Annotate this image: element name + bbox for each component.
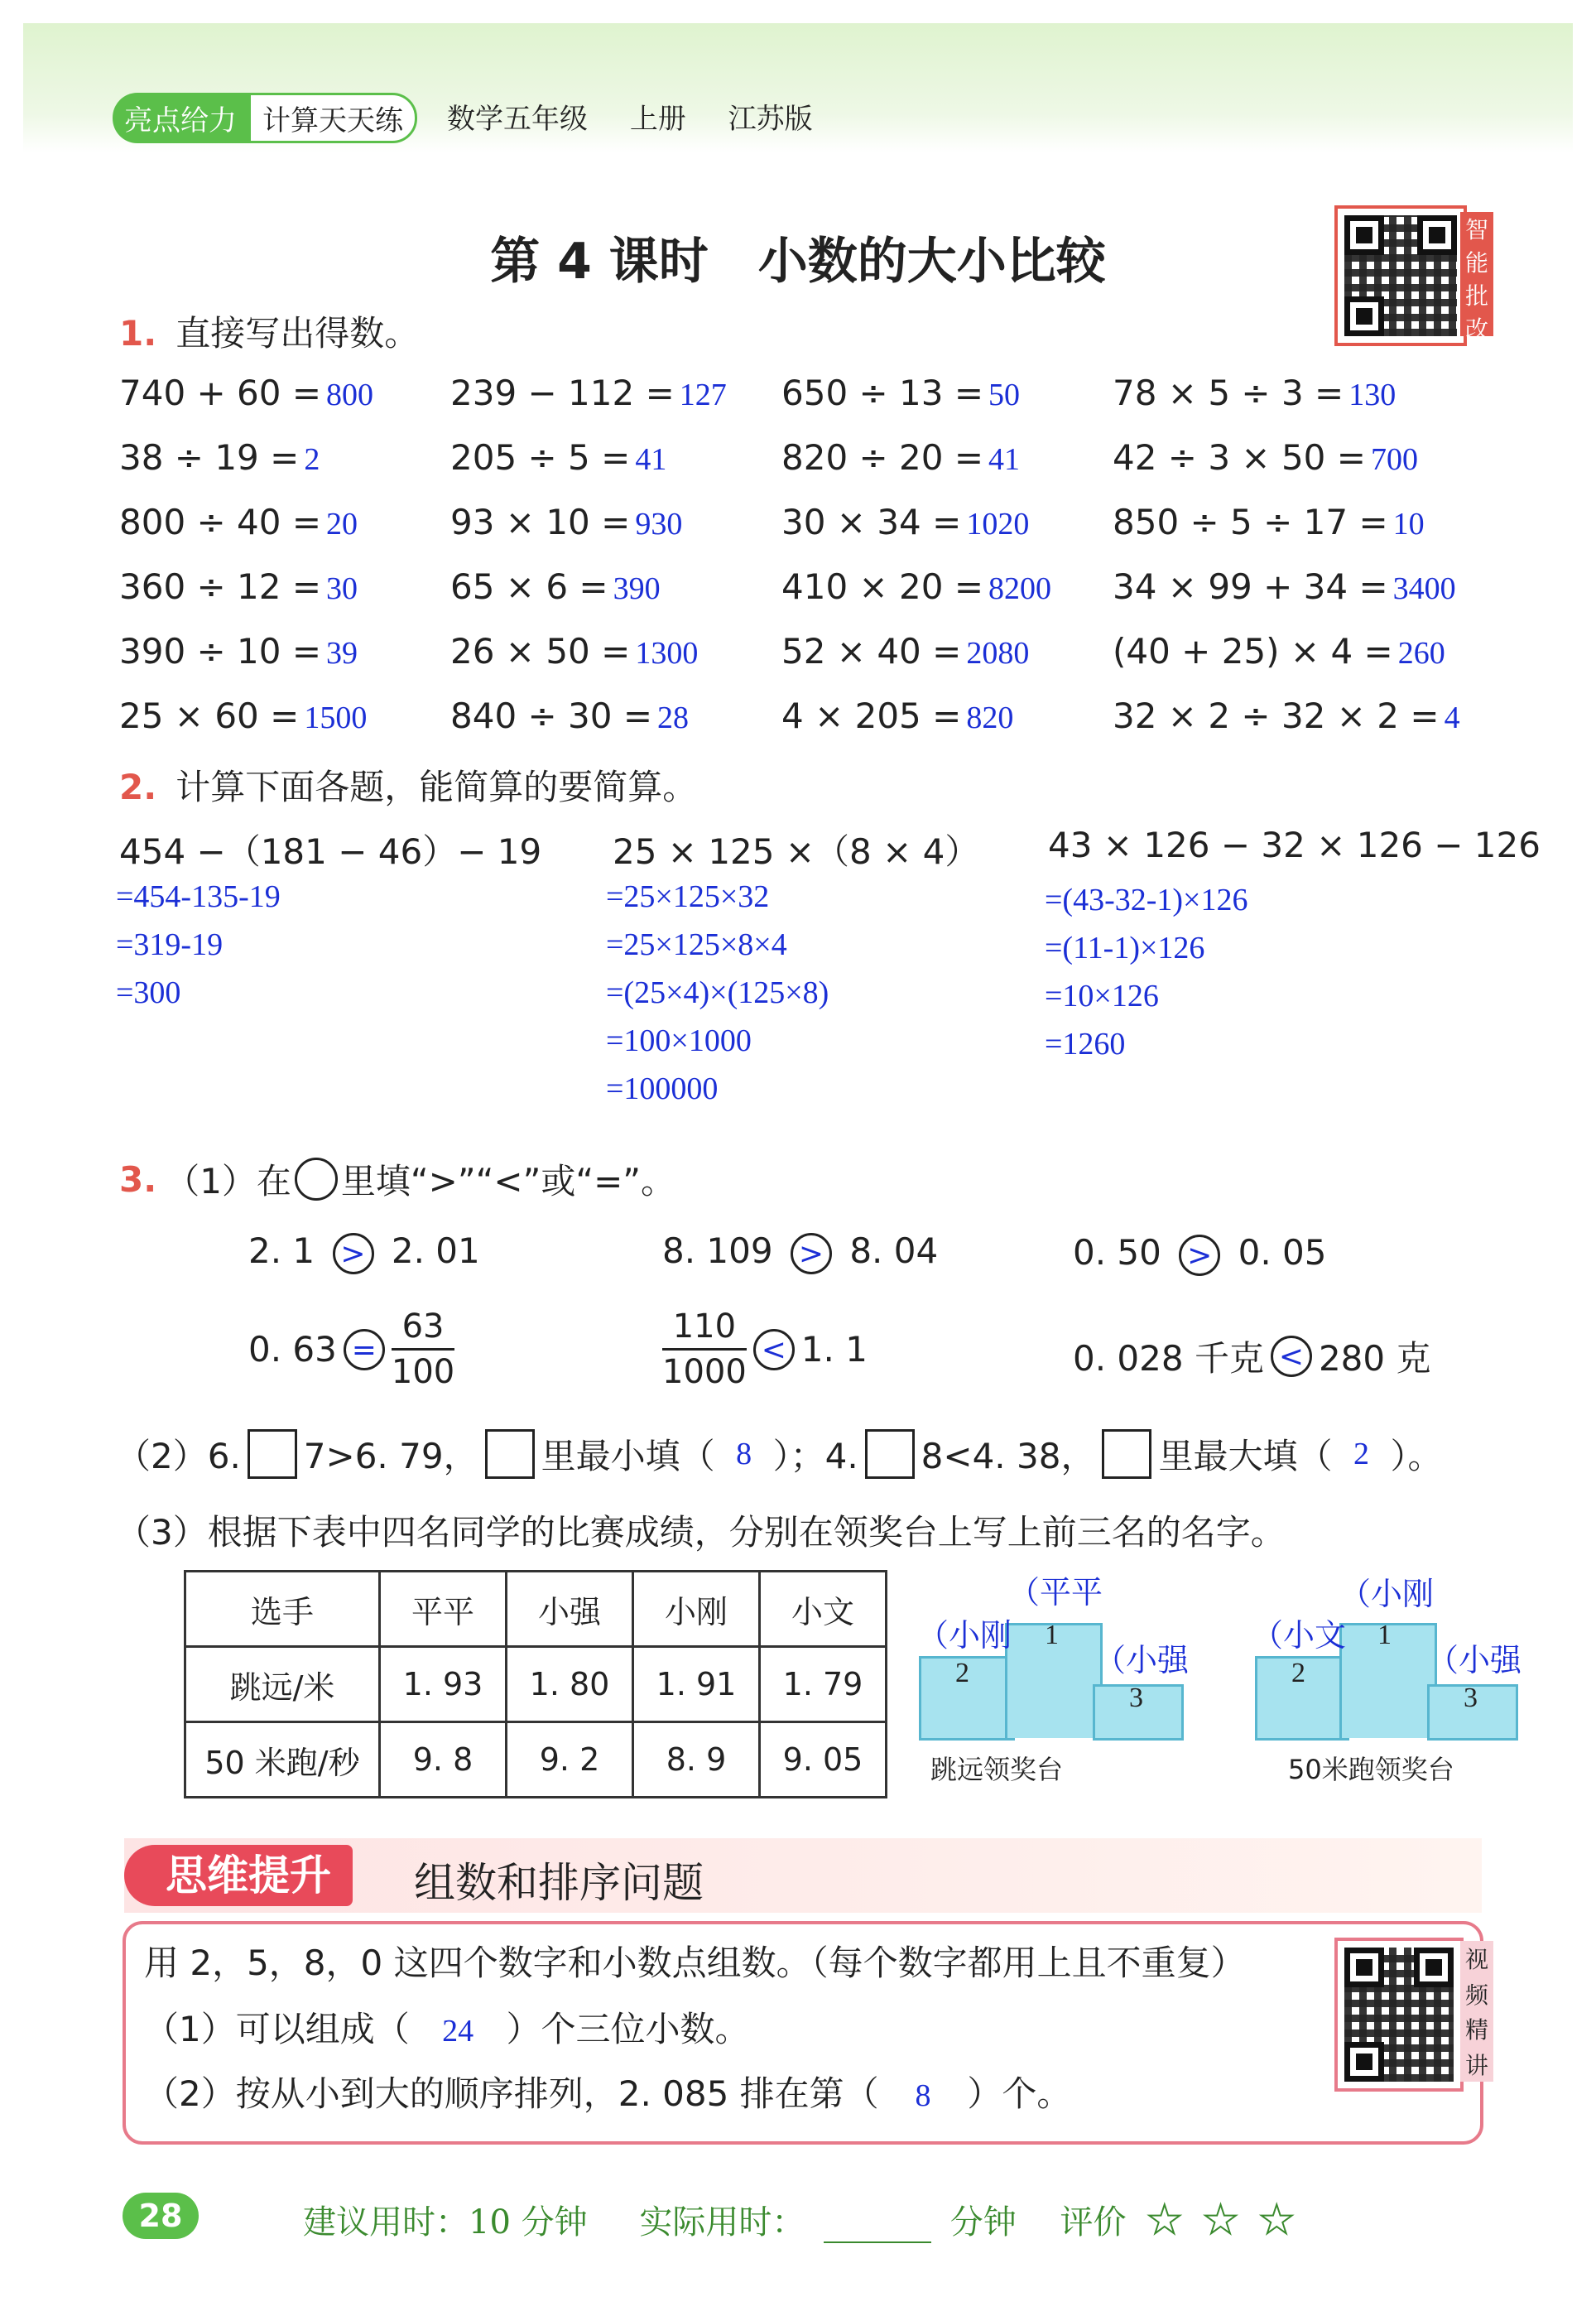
podium-first-name[interactable]: （小刚 [1339, 1577, 1435, 1612]
star-icon[interactable]: ★ [1202, 2197, 1238, 2243]
q2-steps-2 [606, 873, 829, 1113]
q1-item [119, 566, 358, 607]
q1-answer[interactable]: 127 [679, 378, 727, 412]
q3-p2-text: 7>6. 79， [303, 1436, 478, 1476]
q1-expression: 4 × 205 = [781, 696, 962, 736]
q1-item [781, 437, 1020, 478]
q1-expression: (40 + 25) × 4 = [1113, 631, 1393, 672]
q1-item [1113, 631, 1445, 672]
q1-expression: 390 ÷ 10 = [119, 631, 322, 672]
q1-answer[interactable]: 4 [1444, 701, 1460, 735]
podium-label: 50米跑领奖台 [1288, 1754, 1454, 1785]
q1-expression: 360 ÷ 12 = [119, 566, 322, 607]
q1-expression: 205 ÷ 5 = [450, 437, 631, 478]
compare-left: 0. 50 [1073, 1232, 1161, 1273]
q1-item [450, 566, 661, 607]
compare-4 [248, 1305, 454, 1394]
compare-sign[interactable]: = [344, 1329, 385, 1370]
podium-first-name[interactable]: （平平 [1008, 1576, 1103, 1611]
q1-expression: 78 × 5 ÷ 3 = [1113, 373, 1344, 413]
table-cell: 1. 93 [380, 1647, 507, 1722]
q2-step: =25×125×8×4 [606, 927, 787, 962]
compare-left: 8. 109 [662, 1230, 773, 1271]
table-cell: 8. 9 [633, 1722, 760, 1798]
q1-item [781, 696, 1013, 736]
q1-answer[interactable]: 20 [326, 507, 358, 542]
q1-item [1113, 696, 1460, 736]
circle-placeholder-icon [295, 1158, 338, 1201]
compare-6 [1073, 1331, 1430, 1381]
digit-box[interactable] [1102, 1429, 1151, 1479]
book-edition: 江苏版 [728, 103, 813, 136]
q2-step: =(25×4)×(125×8) [606, 975, 829, 1010]
compare-sign[interactable]: > [333, 1233, 374, 1274]
q1-answer[interactable]: 8200 [988, 571, 1052, 606]
table-header-cell: 小文 [760, 1572, 887, 1647]
q1-answer[interactable]: 39 [326, 636, 358, 671]
table-cell: 50 米跑/秒 [185, 1722, 380, 1798]
qr-label-char: 批 [1464, 282, 1488, 310]
q3-p2-answer-1[interactable]: 8 [736, 1437, 752, 1471]
q2-step: =300 [116, 975, 181, 1010]
brand-part-b: 计算天天练 [248, 93, 417, 143]
table-row [185, 1647, 887, 1722]
q1-item [781, 631, 1029, 672]
q2-step: =25×125×32 [606, 879, 770, 914]
q3-p2-text: ）；4. [772, 1436, 858, 1476]
q1-item [1113, 566, 1456, 607]
q1-item [450, 437, 666, 478]
fraction [392, 1305, 454, 1394]
fraction-numerator: 110 [662, 1305, 747, 1351]
table-cell: 1. 79 [760, 1647, 887, 1722]
table-cell: 9. 2 [507, 1722, 633, 1798]
q1-item [781, 502, 1029, 542]
podium-label: 跳远领奖台 [930, 1754, 1064, 1785]
q2-step: =10×126 [1045, 979, 1159, 1014]
q1-expression: 850 ÷ 5 ÷ 17 = [1113, 502, 1388, 542]
compare-sign[interactable]: < [753, 1329, 795, 1370]
q3-p2-text: ）。 [1390, 1436, 1443, 1476]
q2-step: =454-135-19 [116, 879, 281, 914]
qr-label-char: 精 [1464, 2016, 1488, 2044]
compare-1 [248, 1230, 480, 1274]
q1-answer[interactable]: 41 [988, 442, 1021, 477]
think-text: （2）按从小到大的顺序排列，2. 085 排在第（ [144, 2073, 879, 2114]
digit-box[interactable] [248, 1429, 297, 1479]
qr-label-char: 讲 [1464, 2051, 1488, 2079]
think-answer-1[interactable]: 24 [442, 2014, 474, 2049]
q3-p2-text: 里最大填（ [1158, 1436, 1333, 1476]
podium-number: 1 [1377, 1620, 1392, 1650]
q1-answer[interactable]: 260 [1397, 636, 1445, 671]
qr-label-char: 能 [1464, 249, 1488, 277]
rating-label: 评价 [1060, 2203, 1127, 2241]
q1-expression: 410 × 20 = [781, 566, 984, 607]
q1-answer[interactable]: 2080 [966, 636, 1030, 671]
think-answer-2[interactable]: 8 [915, 2078, 931, 2113]
q1-item [450, 631, 698, 672]
q1-answer[interactable]: 28 [657, 701, 690, 735]
q1-expression: 34 × 99 + 34 = [1113, 566, 1388, 607]
q3-p2-text: 8<4. 38， [921, 1436, 1096, 1476]
think-text: ）个三位小数。 [506, 2009, 750, 2049]
table-header-cell: 小强 [507, 1572, 633, 1647]
q1-answer[interactable]: 30 [326, 571, 358, 606]
q3-p2-text: 里最小填（ [541, 1436, 715, 1476]
q3-p1-text-b: 里填“>”“<”或“=”。 [340, 1161, 676, 1201]
compare-sign[interactable]: > [1179, 1235, 1220, 1276]
q1-answer[interactable]: 1020 [966, 507, 1030, 542]
q1-heading [119, 306, 419, 356]
compare-right: 8. 04 [849, 1230, 939, 1271]
q2-expr-2: 25 × 125 ×（8 × 4） [613, 831, 980, 872]
qr-code-icon[interactable] [1334, 205, 1467, 346]
table-header-cell: 小刚 [633, 1572, 760, 1647]
actual-time-blank[interactable] [824, 2205, 931, 2243]
qr-label-char: 视 [1464, 1946, 1488, 1974]
q1-answer[interactable]: 41 [635, 442, 667, 477]
q1-item [781, 373, 1020, 413]
podium-third-name[interactable]: （小强 [1427, 1644, 1522, 1678]
think-text: ）个。 [967, 2073, 1072, 2114]
brand-logo [113, 93, 417, 142]
q1-expression: 38 ÷ 19 = [119, 437, 300, 478]
q1-expression: 840 ÷ 30 = [450, 696, 653, 736]
q1-answer[interactable]: 130 [1348, 378, 1396, 412]
compare-right: 1. 1 [800, 1329, 868, 1370]
q1-expression: 25 × 60 = [119, 696, 300, 736]
q1-item [450, 696, 689, 736]
compare-right: 0. 05 [1238, 1232, 1327, 1273]
q3-p1-text-a: （1）在 [165, 1161, 291, 1201]
q1-answer[interactable]: 700 [1370, 442, 1418, 477]
q1-text: 直接写出得数。 [175, 313, 420, 354]
think-line-1: 用 2，5，8，0 这四个数字和小数点组数。（每个数字都用上且不重复） [144, 1943, 1246, 1983]
table-cell: 9. 05 [760, 1722, 887, 1798]
brand-part-a: 亮点给力 [113, 93, 248, 143]
q1-item [119, 696, 367, 736]
think-line-3 [144, 2067, 1071, 2116]
table-row [185, 1572, 887, 1647]
q1-item [781, 566, 1051, 607]
podium-number: 3 [1464, 1683, 1478, 1713]
q2-step: =319-19 [116, 927, 224, 962]
q2-text: 计算下面各题，能简算的要简算。 [175, 767, 698, 807]
q1-expression: 800 ÷ 40 = [119, 502, 322, 542]
q2-steps-1 [116, 873, 281, 1017]
qr-label-char: 智 [1464, 216, 1488, 243]
podium-number: 2 [1291, 1658, 1305, 1688]
podium-second-name[interactable]: （小文 [1252, 1619, 1347, 1654]
q1-expression: 26 × 50 = [450, 631, 631, 672]
q1-expression: 239 − 112 = [450, 373, 675, 413]
q1-expression: 42 ÷ 3 × 50 = [1113, 437, 1366, 478]
q1-answer[interactable]: 930 [635, 507, 683, 542]
compare-5 [662, 1305, 868, 1394]
q1-answer[interactable]: 800 [326, 378, 374, 412]
podium-number: 3 [1129, 1683, 1143, 1713]
q1-expression: 820 ÷ 20 = [781, 437, 984, 478]
q2-number: 2. [119, 767, 157, 807]
q1-answer[interactable]: 820 [966, 701, 1014, 735]
q1-expression: 32 × 2 ÷ 32 × 2 = [1113, 696, 1440, 736]
q3-p2-text: （2）6. [116, 1436, 241, 1476]
q2-step: =(43-32-1)×126 [1045, 883, 1248, 917]
q3-number: 3. [119, 1158, 157, 1200]
q1-item [450, 373, 727, 413]
actual-time-unit: 分钟 [949, 2203, 1017, 2241]
qr-label-smart-grading [1460, 212, 1493, 343]
table-cell: 1. 91 [633, 1647, 760, 1722]
q1-answer[interactable]: 10 [1392, 507, 1425, 542]
page-title: 第 4 课时 小数的大小比较 [490, 233, 1106, 291]
q2-expr-3: 43 × 126 − 32 × 126 − 126 [1048, 825, 1541, 865]
think-text: （1）可以组成（ [144, 2009, 410, 2049]
fraction-denominator: 100 [391, 1353, 455, 1391]
q2-expr-1: 454 −（181 − 46）− 19 [119, 831, 542, 872]
q1-item [119, 631, 358, 672]
q1-expression: 740 + 60 = [119, 373, 322, 413]
table-cell: 跳远/米 [185, 1647, 380, 1722]
compare-left: 0. 028 千克 [1073, 1338, 1264, 1379]
star-icon[interactable]: ★ [1147, 2197, 1183, 2243]
think-tag: 思维提升 [124, 1845, 353, 1906]
actual-time-label: 实际用时： [639, 2203, 805, 2241]
compare-sign[interactable]: > [791, 1233, 832, 1274]
q1-expression: 52 × 40 = [781, 631, 962, 672]
digit-box[interactable] [865, 1429, 915, 1479]
star-icon[interactable]: ★ [1258, 2197, 1295, 2243]
compare-left: 2. 1 [248, 1230, 315, 1271]
table-cell: 1. 80 [507, 1647, 633, 1722]
think-title: 组数和排序问题 [414, 1859, 704, 1907]
q3-p2-answer-2[interactable]: 2 [1353, 1437, 1369, 1471]
compare-sign[interactable]: < [1271, 1336, 1312, 1377]
compare-right: 280 克 [1318, 1338, 1431, 1379]
score-table-wrap [184, 1570, 887, 1798]
table-header-cell: 选手 [185, 1572, 380, 1647]
qr-code-icon[interactable] [1334, 1938, 1464, 2092]
q1-number: 1. [119, 313, 157, 354]
q3-part2 [116, 1429, 1442, 1479]
q1-item [1113, 502, 1425, 542]
book-volume: 上册 [629, 103, 686, 136]
book-info [447, 96, 846, 137]
table-cell: 9. 8 [380, 1722, 507, 1798]
podium-third-name[interactable]: （小强 [1094, 1644, 1190, 1678]
q1-answer[interactable]: 50 [988, 378, 1021, 412]
qr-label-video [1460, 1941, 1493, 2082]
q2-step: =(11-1)×126 [1045, 931, 1205, 965]
q1-item [1113, 437, 1418, 478]
q1-answer[interactable]: 1300 [635, 636, 699, 671]
q1-item [1113, 373, 1396, 413]
page-number: 28 [123, 2193, 199, 2239]
q1-expression: 30 × 34 = [781, 502, 962, 542]
q1-expression: 650 ÷ 13 = [781, 373, 984, 413]
q3-heading [119, 1154, 675, 1204]
q2-step: =100×1000 [606, 1023, 752, 1058]
qr-label-char: 改 [1464, 315, 1488, 343]
qr-label-char: 频 [1464, 1981, 1488, 2009]
q2-heading [119, 760, 697, 810]
q1-expression: 93 × 10 = [450, 502, 631, 542]
compare-right: 2. 01 [391, 1230, 480, 1271]
table-row [185, 1722, 887, 1798]
q1-answer[interactable]: 390 [613, 571, 661, 606]
footer-bar [303, 2196, 1295, 2243]
compare-2 [662, 1230, 938, 1274]
fraction-numerator: 63 [392, 1305, 454, 1351]
podium-second-name[interactable]: （小刚 [917, 1619, 1012, 1654]
podium-number: 1 [1045, 1620, 1059, 1650]
q1-expression: 65 × 6 = [450, 566, 608, 607]
table-header-cell: 平平 [380, 1572, 507, 1647]
q1-answer[interactable]: 3400 [1392, 571, 1456, 606]
compare-left: 0. 63 [248, 1329, 337, 1370]
digit-box[interactable] [485, 1429, 535, 1479]
q1-item [450, 502, 682, 542]
fraction-denominator: 1000 [662, 1353, 747, 1391]
q3-p3-text: （3）根据下表中四名同学的比赛成绩，分别在领奖台上写上前三名的名字。 [116, 1512, 1286, 1553]
book-subject: 数学五年级 [447, 103, 588, 136]
q1-item [119, 373, 373, 413]
q2-step: =100000 [606, 1071, 719, 1106]
q2-steps-3 [1045, 876, 1247, 1068]
q1-answer[interactable]: 1500 [304, 701, 368, 735]
q1-item [119, 502, 358, 542]
q1-item [119, 437, 320, 478]
q2-step: =1260 [1045, 1027, 1126, 1062]
q1-answer[interactable]: 2 [304, 442, 320, 477]
podium-number: 2 [955, 1658, 969, 1688]
score-table [184, 1570, 887, 1798]
fraction [662, 1305, 747, 1394]
think-line-2 [144, 2002, 749, 2052]
suggested-time: 建议用时：10 分钟 [303, 2203, 588, 2241]
compare-3 [1073, 1232, 1326, 1276]
